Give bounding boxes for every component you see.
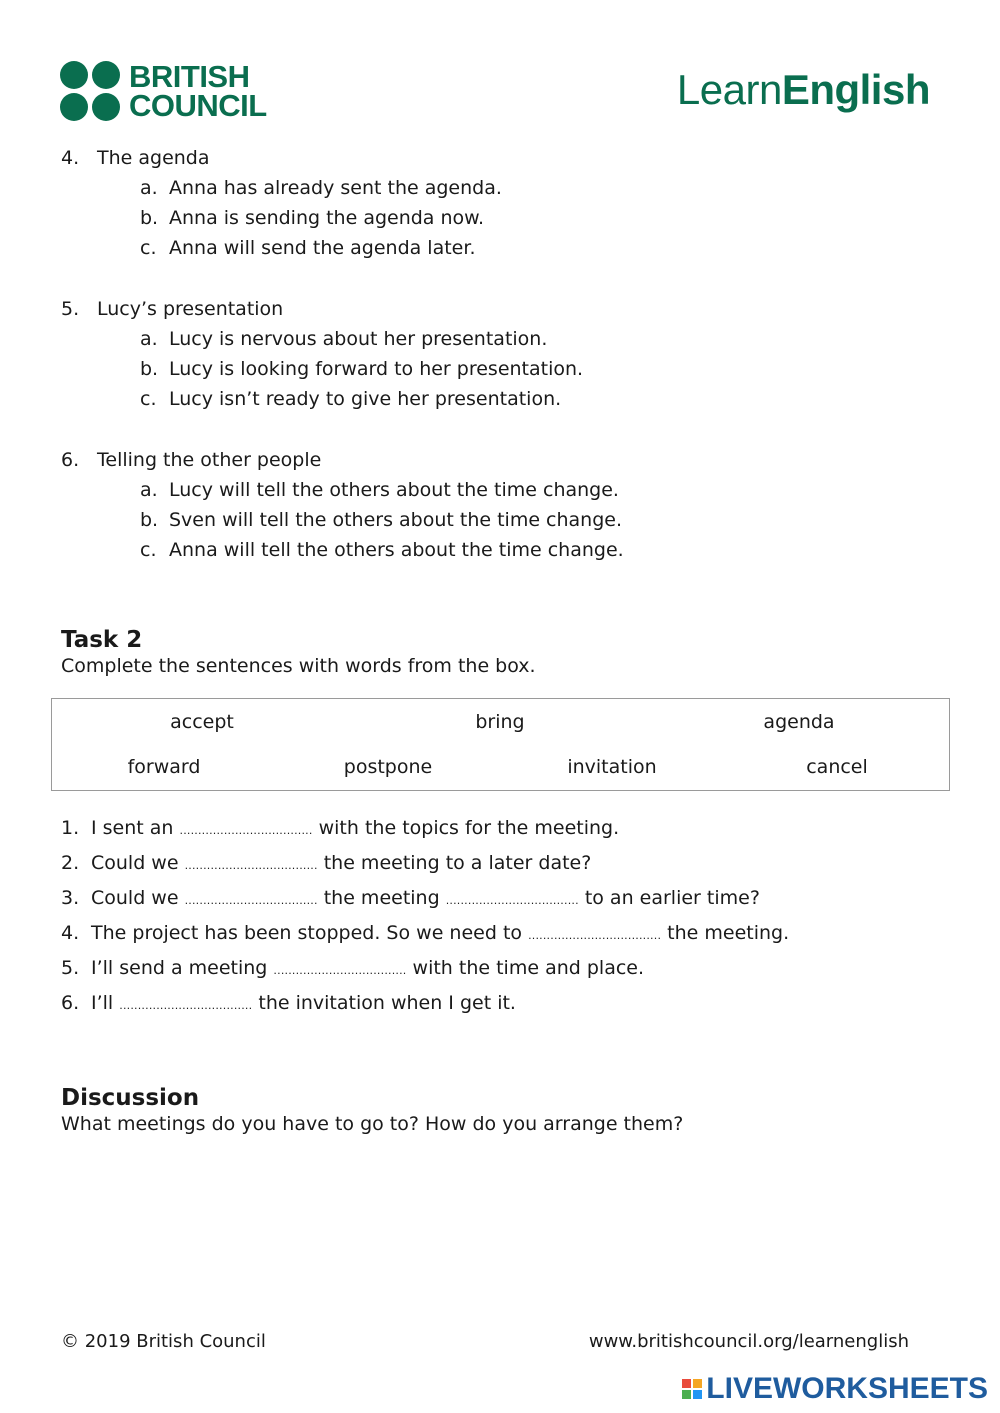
option: a. Lucy will tell the others about the time change. [140,479,619,501]
option: b. Sven will tell the others about the time change. [140,509,623,531]
sentence: 1. I sent an .................................... with the topics for the meeting. [61,817,620,839]
sentence: 5. I’ll send a meeting .................................... with the time and place. [61,957,645,979]
answer-gap[interactable]: .................................... [445,894,579,907]
answer-gap[interactable]: .................................... [184,859,318,872]
task2-heading: Task 2 [61,627,143,653]
sentence: 4. The project has been stopped. So we need to .................................... the meeting. [61,922,790,944]
word-box-item: invitation [567,756,657,778]
sentence: 6. I’ll .................................... the invitation when I get it. [61,992,516,1014]
discussion-heading: Discussion [61,1085,200,1111]
liveworksheets-logo: LIVEWORKSHEETS [682,1372,988,1406]
answer-gap[interactable]: .................................... [179,824,313,837]
question-title: 6. Telling the other people [61,449,322,471]
answer-gap[interactable]: .................................... [184,894,318,907]
learnenglish-logo: LearnEnglish [676,66,930,113]
answer-gap[interactable]: .................................... [273,964,407,977]
british-council-dots-icon [60,61,120,121]
answer-gap[interactable]: .................................... [119,999,253,1012]
option: a. Anna has already sent the agenda. [140,177,502,199]
sentence: 2. Could we .................................... the meeting to a later date? [61,852,592,874]
word-box-item: cancel [806,756,868,778]
word-box-item: bring [475,711,525,733]
word-box-item: postpone [343,756,433,778]
option: c. Anna will send the agenda later. [140,237,476,259]
copyright: © 2019 British Council [61,1331,266,1352]
option: a. Lucy is nervous about her presentation. [140,328,548,350]
question-title: 4. The agenda [61,147,210,169]
option: b. Lucy is looking forward to her presentation. [140,358,584,380]
task2-instruction: Complete the sentences with words from the box. [61,655,536,677]
word-box-item: accept [170,711,234,733]
word-box-item: agenda [763,711,835,733]
option: b. Anna is sending the agenda now. [140,207,484,229]
liveworksheets-icon [682,1379,702,1399]
british-council-logo [60,60,267,122]
option: c. Lucy isn’t ready to give her presentation. [140,388,562,410]
word-box [51,698,950,791]
option: c. Anna will tell the others about the time change. [140,539,624,561]
sentence: 3. Could we .................................... the meeting .................................... to an earlier time? [61,887,760,909]
british-council-wordmark: BRITISH COUNCIL [129,59,267,123]
discussion-text: What meetings do you have to go to? How do you arrange them? [61,1113,684,1135]
answer-gap[interactable]: .................................... [528,929,662,942]
question-title: 5. Lucy’s presentation [61,298,284,320]
footer-url[interactable]: www.britishcouncil.org/learnenglish [588,1331,909,1352]
word-box-item: forward [127,756,201,778]
